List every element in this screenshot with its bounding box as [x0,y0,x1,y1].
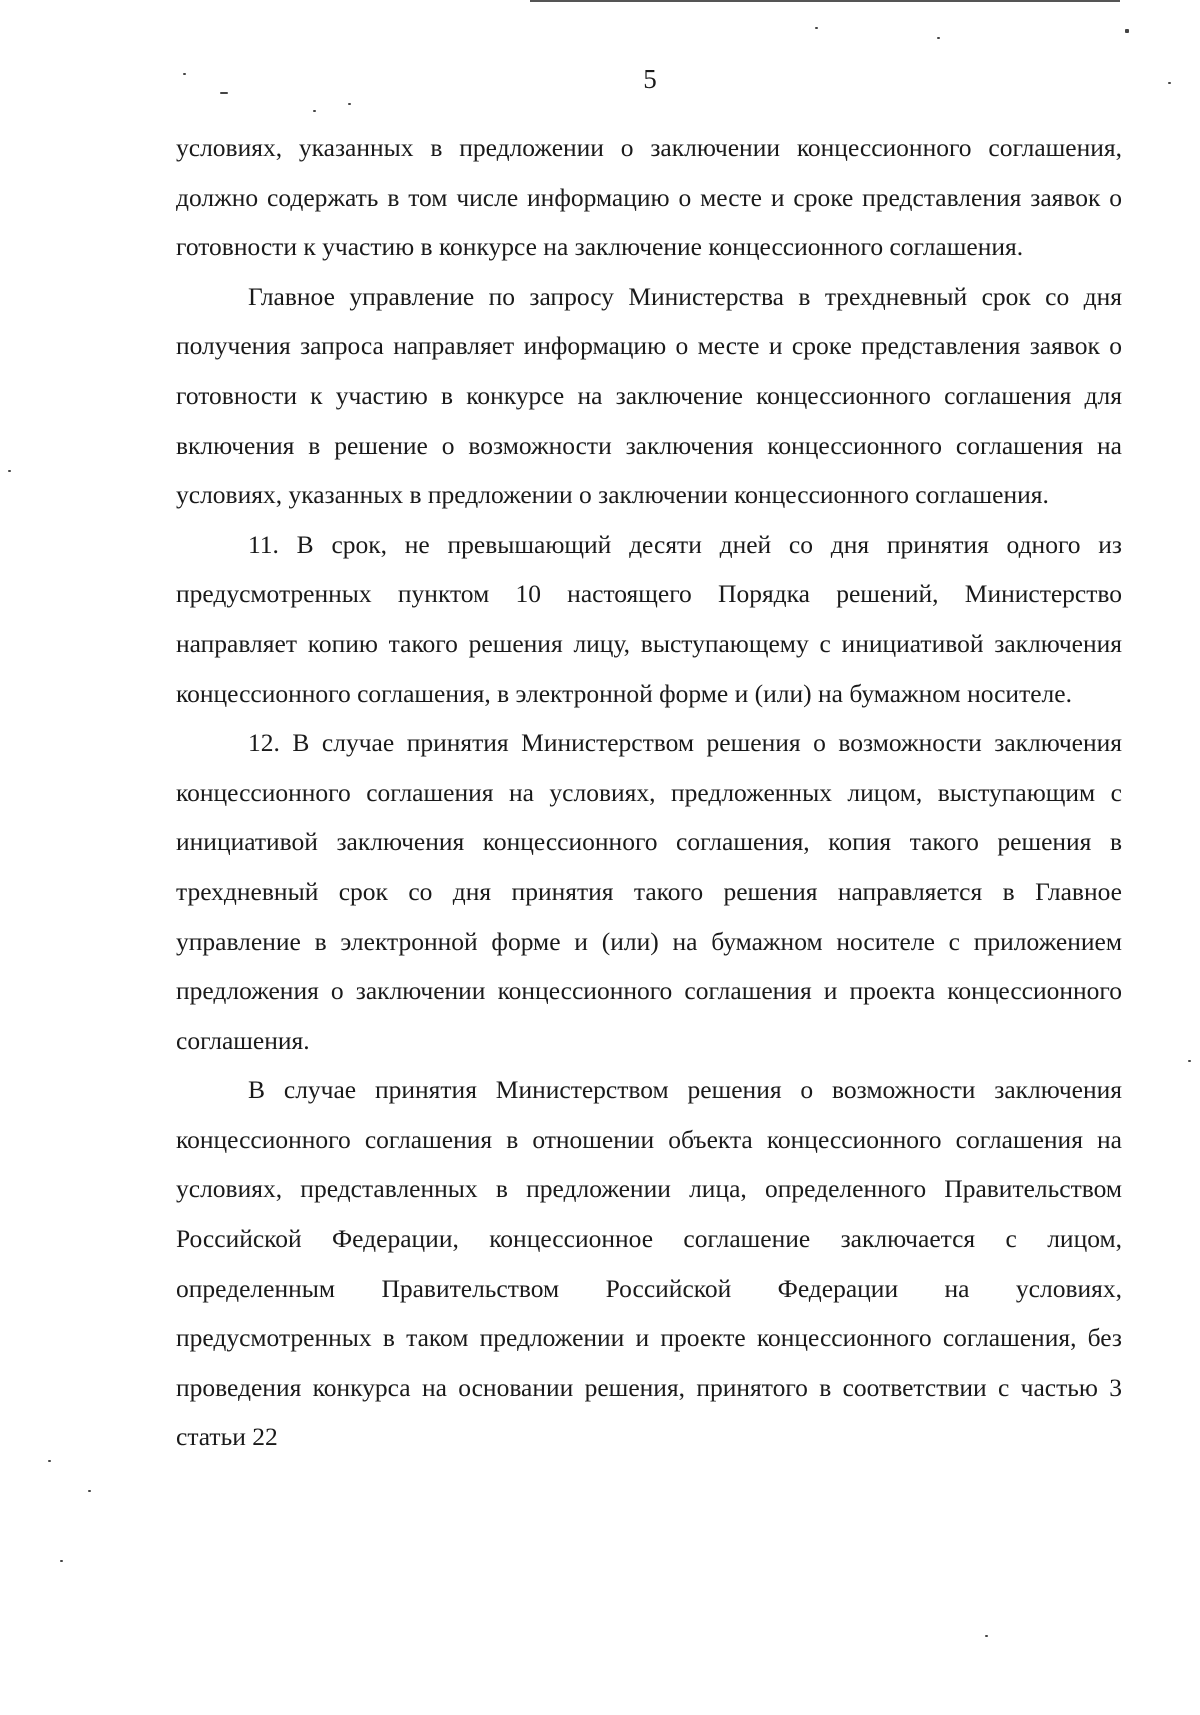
paragraph-item-12: 12. В случае принятия Министерством решения о возможности заключения концессионного соглашения на условиях, предложенных лицом, выступающим с инициативой заключения концессионного соглашения, копия такого решения в трехдневный срок со дня принятия такого решения направляется в Главное управление в электронной форме и (или) на бумажном носителе с приложением предложения о заключении концессионного соглашения и проекта концессионного соглашения. [176,728,1122,1055]
scan-speck [1168,82,1171,84]
scan-speck [1188,1060,1191,1062]
paragraph-main-directorate: Главное управление по запросу Министерства в трехдневный срок со дня получения запроса направляет информацию о месте и сроке представления заявок о готовности к участию в конкурсе на заключение концессионного соглашения для включения в решение о возможности заключения концессионного соглашения на условиях, указанных в предложении о заключении концессионного соглашения. [176,281,1122,510]
scan-speck [48,1460,51,1462]
paragraph-government-case: В случае принятия Министерством решения о возможности заключения концессионного соглашения в отношении объекта концессионного соглашения на условиях, представленных в предложении лица, определенного Правительством Российской Федерации, концессионное соглашение заключается с лицом, определенным Правительством Российской Федерации на условиях, предусмотренных в таком предложении и проекте концессионного соглашения, без проведения конкурса на основании решения, принятого в соответствии с частью 3 статьи 22 [176,1075,1122,1452]
page-number: 5 [643,64,657,94]
scan-speck [88,1490,91,1492]
scan-speck [60,1560,63,1562]
document-body [176,123,1122,1462]
scan-speck [183,73,186,75]
scan-speck [815,27,818,29]
scan-speck [937,37,940,39]
paragraph-item-11: 11. В срок, не превышающий десяти дней со дня принятия одного из предусмотренных пунктом 10 настоящего Порядка решений, Министерство направляет копию такого решения лицу, выступающему с инициативой заключения концессионного соглашения, в электронной форме и (или) на бумажном носителе. [176,529,1122,708]
scan-speck [985,1635,988,1637]
scan-speck [220,92,228,94]
scan-speck [348,103,351,105]
paragraph-continuation: условиях, указанных в предложении о заключении концессионного соглашения, должно содержать в том числе информацию о месте и сроке представления заявок о готовности к участию в конкурсе на заключение концессионного соглашения. [176,133,1122,262]
scan-speck [1125,29,1129,33]
scan-speck [8,470,11,472]
scan-speck [313,110,316,112]
scan-top-edge-line [530,0,1120,2]
